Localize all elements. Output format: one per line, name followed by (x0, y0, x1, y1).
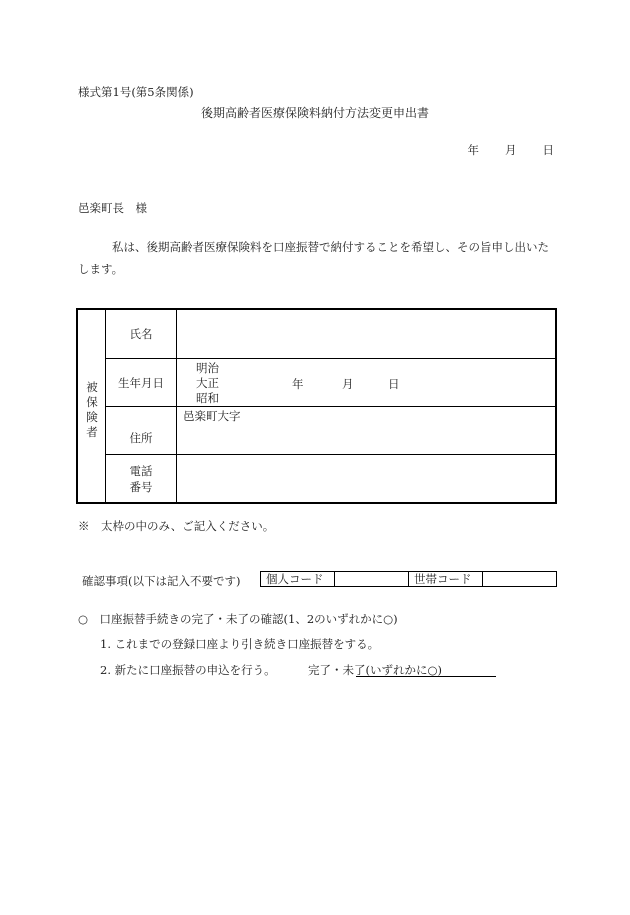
birthdate-label: 生年月日 (106, 359, 177, 406)
address-field[interactable] (177, 423, 555, 454)
date-day: 日 (542, 143, 554, 157)
era-showa: 昭和 (196, 391, 219, 405)
birth-month-label: 月 (342, 377, 354, 391)
phone-label-line2: 番号 (129, 479, 153, 494)
name-row (106, 310, 555, 359)
era-meiji: 明治 (196, 361, 219, 375)
phone-label-line1: 電話 (129, 463, 153, 478)
fill-in-note: ※ 太枠の中のみ、ご記入ください。 (78, 519, 275, 533)
phone-field[interactable] (177, 455, 555, 502)
birth-day-label: 日 (388, 377, 400, 391)
request-statement: 私は、後期高齢者医療保険料を口座振替で納付することを希望し、その旨申し出いたします。 (78, 240, 549, 276)
personal-code-field (335, 572, 409, 586)
insured-side-label (78, 310, 106, 502)
address-label: 住所 (106, 407, 177, 454)
document-title: 後期高齢者医療保険料納付方法変更申出書 (200, 106, 429, 120)
phone-label (106, 455, 177, 502)
date-line (442, 142, 555, 158)
address-prefix: 邑楽町大字 (183, 409, 241, 423)
date-month: 月 (505, 143, 517, 157)
household-code-field (483, 572, 556, 586)
transfer-confirmation-heading: ○ 口座振替手続きの完了・未了の確認(1、2のいずれかに○) (78, 612, 398, 626)
insured-label: 被保険者 (86, 380, 98, 439)
birth-year-label: 年 (292, 377, 304, 391)
confirmation-label: 確認事項(以下は記入不要です) (82, 574, 241, 588)
household-code-label: 世帯コード (409, 572, 483, 586)
completion-status: 完了・未了(いずれかに○) (308, 663, 443, 677)
addressee: 邑楽町長 様 (78, 201, 147, 215)
insured-info-table (76, 308, 557, 504)
personal-code-label: 個人コード (261, 572, 335, 586)
name-field[interactable] (177, 310, 555, 358)
address-row (106, 407, 555, 455)
name-label: 氏名 (106, 310, 177, 358)
form-number: 様式第1号(第5条関係) (78, 85, 194, 99)
option-new-transfer: 2. 新たに口座振替の申込を行う。 (100, 663, 276, 677)
birthdate-row (106, 359, 555, 407)
era-taisho: 大正 (196, 376, 219, 390)
phone-row (106, 455, 555, 502)
option-continue-transfer: 1. これまでの登録口座より引き続き口座振替をする。 (100, 637, 380, 651)
date-year: 年 (467, 143, 479, 157)
code-box (260, 571, 557, 587)
era-options[interactable] (196, 361, 219, 406)
